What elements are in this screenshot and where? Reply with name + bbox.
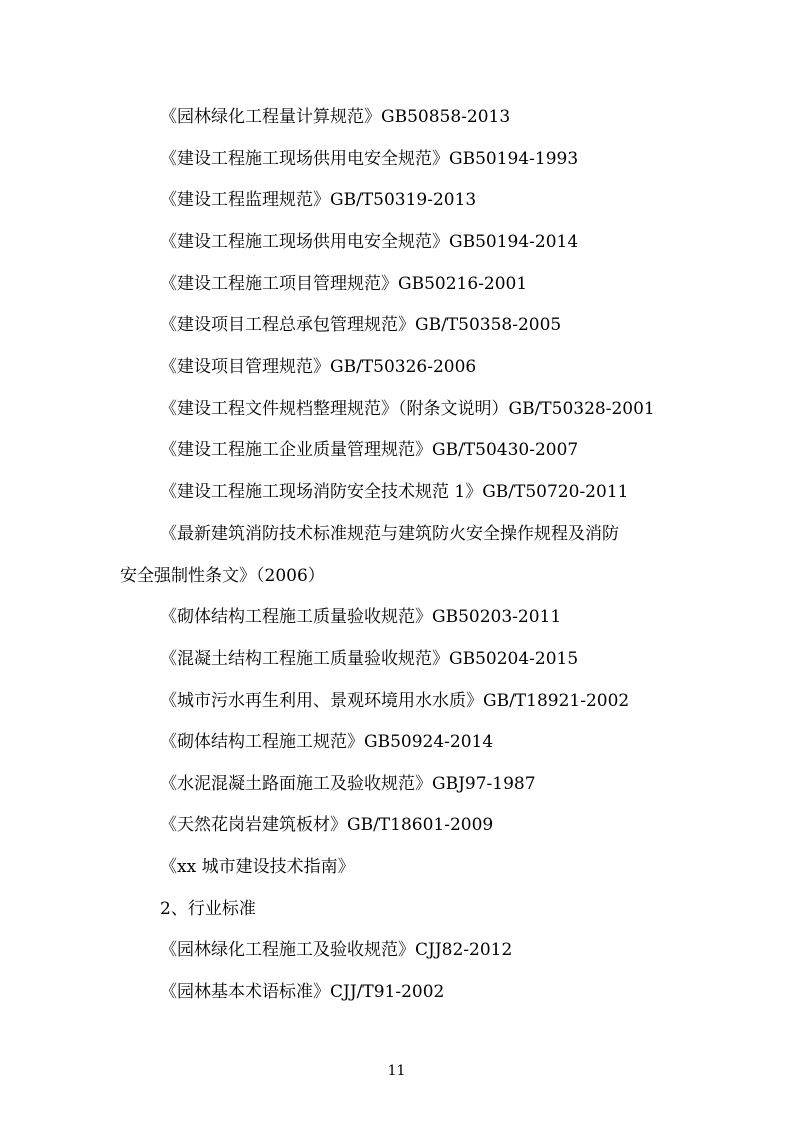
standard-item: 《建设工程施工现场供用电安全规范》GB50194-2014 bbox=[160, 232, 579, 252]
standard-item: 《建设工程文件规档整理规范》（附条文说明）GB/T50328-2001 bbox=[160, 399, 655, 419]
standard-item: 《建设工程监理规范》GB/T50319-2013 bbox=[160, 190, 477, 210]
standard-item: 《水泥混凝土路面施工及验收规范》GBJ97-1987 bbox=[160, 774, 536, 794]
standard-item: 《天然花岗岩建筑板材》GB/T18601-2009 bbox=[160, 815, 494, 835]
standard-item: 《建设项目管理规范》GB/T50326-2006 bbox=[160, 357, 477, 377]
standard-item: 《园林绿化工程量计算规范》GB50858-2013 bbox=[160, 107, 511, 127]
standard-item: 《混凝土结构工程施工质量验收规范》GB50204-2015 bbox=[160, 649, 579, 669]
standard-item: 《城市污水再生利用、景观环境用水水质》GB/T18921-2002 bbox=[160, 691, 630, 711]
standard-item: 《最新建筑消防技术标准规范与建筑防火安全操作规程及消防 bbox=[160, 524, 619, 544]
standard-item: 《建设工程施工企业质量管理规范》GB/T50430-2007 bbox=[160, 440, 579, 460]
section-heading: 2、行业标准 bbox=[160, 899, 256, 919]
standard-item: 《xx 城市建设技术指南》 bbox=[160, 857, 355, 877]
standard-item: 《园林绿化工程施工及验收规范》CJJ82-2012 bbox=[160, 940, 513, 960]
standard-item: 《建设工程施工现场供用电安全规范》GB50194-1993 bbox=[160, 149, 579, 169]
standard-item: 《园林基本术语标准》CJJ/T91-2002 bbox=[160, 982, 445, 1002]
page-number: 11 bbox=[387, 1063, 406, 1079]
standard-item-continuation: 安全强制性条文》（2006） bbox=[120, 566, 325, 586]
standard-item: 《建设项目工程总承包管理规范》GB/T50358-2005 bbox=[160, 315, 562, 335]
standard-item: 《建设工程施工现场消防安全技术规范 1》GB/T50720-2011 bbox=[160, 482, 629, 502]
standard-item: 《砌体结构工程施工质量验收规范》GB50203-2011 bbox=[160, 607, 562, 627]
standard-item: 《砌体结构工程施工规范》GB50924-2014 bbox=[160, 732, 494, 752]
standard-item: 《建设工程施工项目管理规范》GB50216-2001 bbox=[160, 274, 528, 294]
